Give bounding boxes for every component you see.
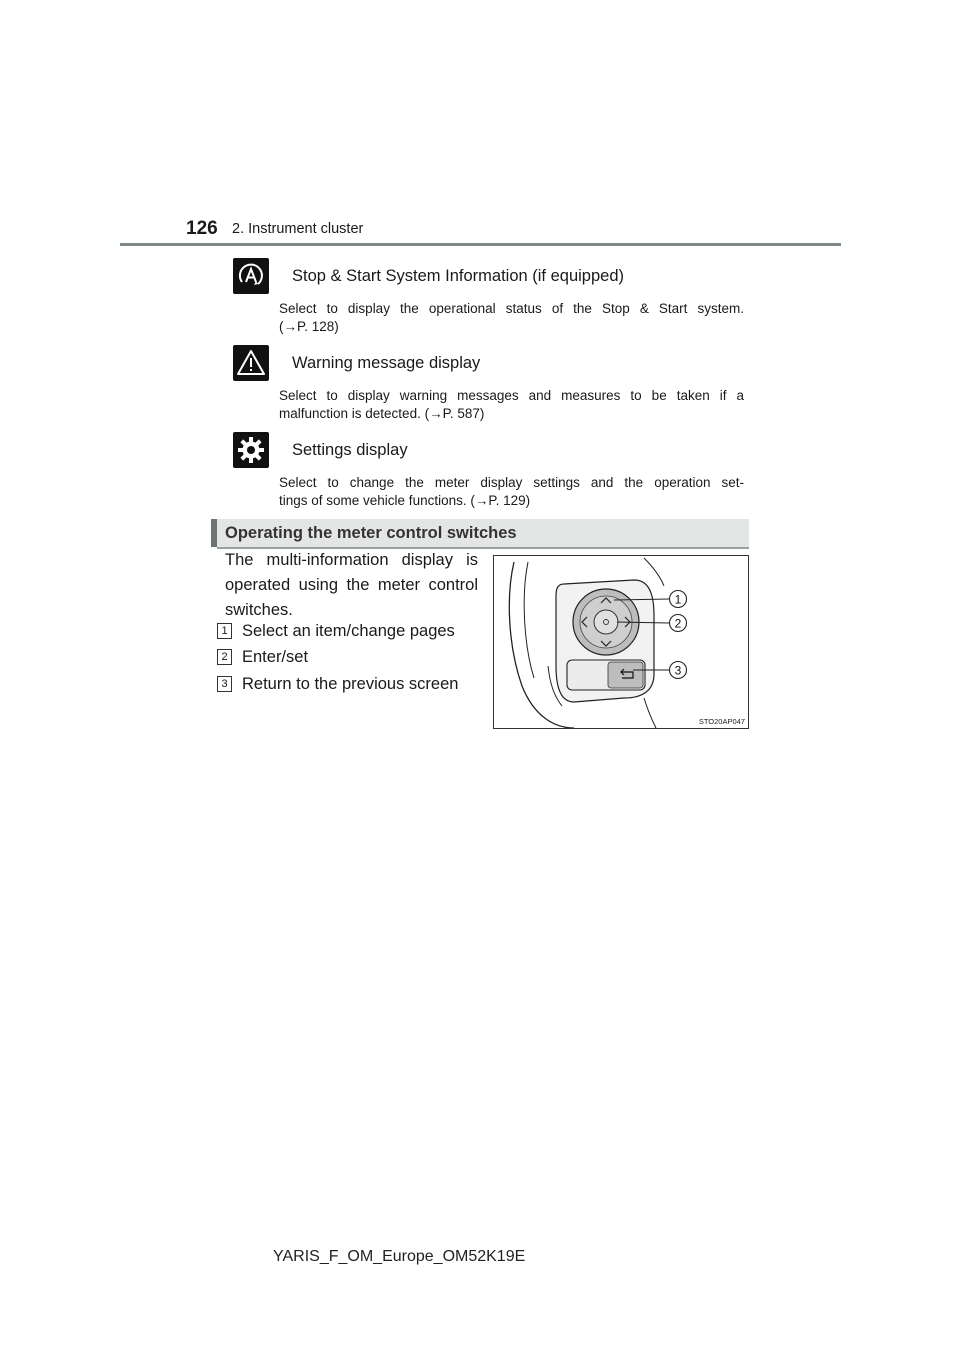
warning-triangle-icon (233, 345, 269, 381)
callout-label: 3 (674, 663, 682, 678)
list-label: Enter/set (242, 648, 309, 666)
stop-start-icon (233, 258, 269, 294)
callout-label: 2 (674, 616, 682, 631)
desc-line: malfunction is detected. (→P. 587) (279, 406, 485, 421)
body-paragraph (225, 548, 478, 623)
footer-doc-id: YARIS_F_OM_Europe_OM52K19E (273, 1248, 526, 1265)
list-label: Select an item/change pages (242, 622, 455, 640)
body-line: operated using the meter control (225, 576, 478, 594)
callout-label: 1 (674, 592, 682, 607)
header-rule (120, 243, 841, 246)
subheading: Operating the meter control switches (225, 524, 517, 542)
body-line: switches. (225, 601, 293, 619)
item-desc-stop-start (279, 300, 744, 336)
number-badge: 3 (217, 676, 232, 692)
item-title-warning: Warning message display (292, 354, 481, 372)
steering-switch-figure (493, 555, 749, 729)
figure-code: STO20AP047 (698, 717, 745, 726)
desc-line: Select to display warning messages and measures to be taken if a (279, 388, 744, 403)
body-line: The multi-information display is (225, 551, 478, 569)
item-desc-settings (279, 474, 744, 510)
desc-line: Select to change the meter display settings and the operation set- (279, 475, 744, 490)
list-label: Return to the previous screen (242, 675, 459, 693)
number-badge: 1 (217, 623, 232, 639)
section-title: 2. Instrument cluster (232, 221, 364, 237)
desc-line: Select to display the operational status of the Stop & Start system. (279, 301, 744, 316)
desc-line: (→P. 128) (279, 319, 339, 334)
page-number: 126 (186, 218, 218, 239)
gear-icon (233, 432, 269, 468)
desc-line: tings of some vehicle functions. (→P. 129) (279, 493, 531, 508)
item-desc-warning (279, 387, 744, 423)
subheading-bar (211, 519, 749, 547)
number-badge: 2 (217, 649, 232, 665)
steering-switch-illustration (494, 556, 748, 728)
item-title-settings: Settings display (292, 441, 408, 459)
item-title-stop-start: Stop & Start System Information (if equipped) (292, 267, 624, 285)
